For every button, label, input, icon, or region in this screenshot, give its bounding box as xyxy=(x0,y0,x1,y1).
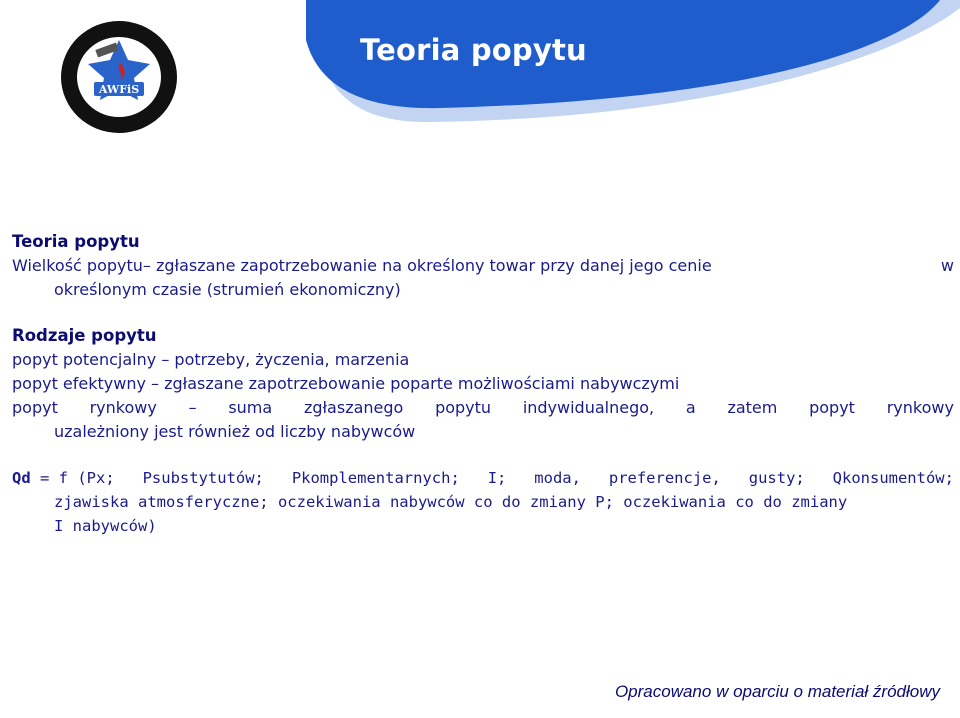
definition-section xyxy=(12,230,954,302)
demand-type-item: popyt potencjalny – potrzeby, życzenia, marzenia xyxy=(12,350,410,369)
word: moda, xyxy=(534,469,581,487)
demand-function-line-2: zjawiska atmosferyczne; oczekiwania nabywców co do zmiany P; oczekiwania co do zmiany xyxy=(54,493,848,511)
source-note: Opracowano w oparciu o materiał źródłowy xyxy=(614,682,940,701)
word: indywidualnego, xyxy=(522,398,655,417)
club-logo xyxy=(58,18,180,136)
word: popytu xyxy=(435,398,492,417)
definition-text: Wielkość popytu– zgłaszane zapotrzebowanie na określony towar przy danej jego cenie xyxy=(12,256,712,275)
word: – xyxy=(188,398,197,417)
definition-heading: Teoria popytu xyxy=(12,232,140,251)
word: suma xyxy=(228,398,273,417)
word: zgłaszanego xyxy=(303,398,404,417)
word: rynkowy xyxy=(886,398,954,417)
word: zatem xyxy=(727,398,778,417)
demand-type-item-continuation: uzależniony jest również od liczby nabywców xyxy=(54,422,416,441)
word: rynkowy xyxy=(89,398,157,417)
word: popyt xyxy=(12,398,58,417)
word: a xyxy=(685,398,696,417)
definition-line-1 xyxy=(12,254,954,278)
word: Qkonsumentów; xyxy=(832,469,954,487)
svg-text:AWFiS: AWFiS xyxy=(98,83,140,96)
word: I; xyxy=(487,469,507,487)
word: preferencje, xyxy=(608,469,721,487)
demand-function-line-3: I nabywców) xyxy=(54,517,157,535)
definition-line-2: określonym czasie (strumień ekonomiczny) xyxy=(54,280,401,299)
word: Pkomplementarnych; xyxy=(291,469,460,487)
demand-types-section xyxy=(12,324,954,444)
demand-types-heading: Rodzaje popytu xyxy=(12,326,157,345)
demand-type-item xyxy=(12,396,954,420)
qd-label: Qd xyxy=(12,469,31,487)
word: = f (Px; xyxy=(40,469,115,487)
definition-text-tail: w xyxy=(940,256,954,275)
word: gusty; xyxy=(748,469,805,487)
word: popyt xyxy=(809,398,855,417)
page-title: Teoria popytu xyxy=(360,33,587,67)
demand-function-section xyxy=(12,466,954,538)
word: Psubstytutów; xyxy=(142,469,264,487)
demand-type-item: popyt efektywny – zgłaszane zapotrzebowanie poparte możliwościami nabywczymi xyxy=(12,374,680,393)
demand-function-line-1 xyxy=(12,466,954,490)
